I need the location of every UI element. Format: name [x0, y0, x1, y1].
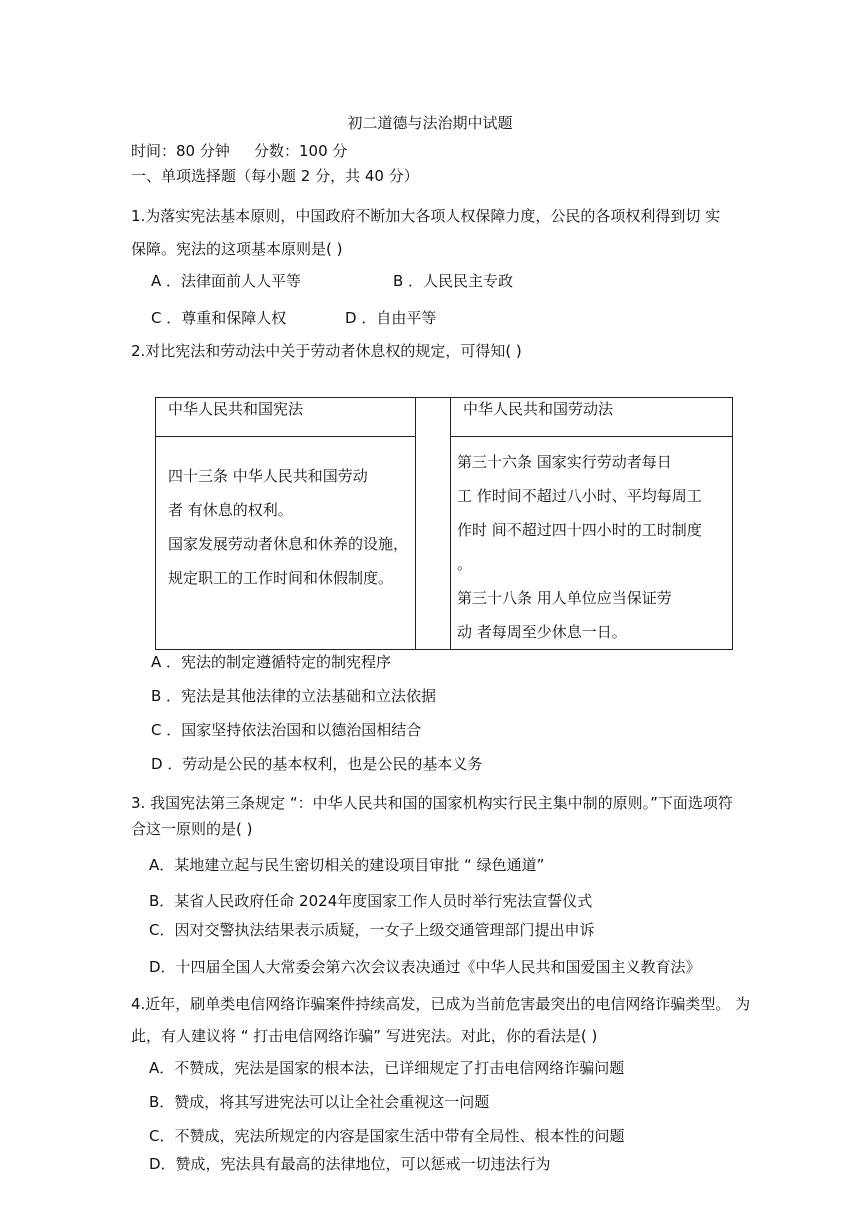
question-4-option-d: D．赞成，宪法具有最高的法律地位，可以惩戒一切违法行为 — [149, 1155, 551, 1173]
question-2-option-d: D ．劳动是公民的基本权利，也是公民的基本义务 — [151, 755, 483, 773]
question-1-option-d: D ．自由平等 — [345, 309, 437, 327]
labor-law-text-line: 第三十六条 国家实行劳动者每日 — [457, 453, 672, 471]
question-1-option-a: A ．法律面前人人平等 — [151, 272, 302, 290]
question-3-option-b: B．某省人民政府任命 2024年度国家工作人员时举行宪法宣誓仪式 — [149, 892, 593, 910]
question-3-line-2: 合这一原则的是( ) — [131, 820, 253, 838]
question-1-line-1: 1.为落实宪法基本原则，中国政府不断加大各项人权保障力度，公民的各项权利得到切 实 — [131, 207, 721, 225]
constitution-text-line: 规定职工的工作时间和休假制度。 — [168, 569, 394, 587]
table-header-labor-law: 中华人民共和国劳动法 — [451, 398, 733, 437]
question-4-option-a: A．不赞成，宪法是国家的根本法，已详细规定了打击电信网络诈骗问题 — [149, 1059, 625, 1077]
question-2-option-b: B ．宪法是其他法律的立法基础和立法依据 — [151, 687, 437, 705]
constitution-text-line: 四十三条 中华人民共和国劳动 — [168, 467, 368, 485]
question-3-option-d: D．十四届全国人大常委会第六次会议表决通过《中华人民共和国爱国主义教育法》 — [149, 958, 701, 976]
section-heading: 一、单项选择题（每小题 2 分，共 40 分） — [131, 167, 419, 185]
exam-time: 时间：80 分钟 — [131, 142, 230, 160]
labor-law-text-line: 第三十八条 用人单位应当保证劳 — [457, 589, 672, 607]
question-4-line-2: 此，有人建议将 “ 打击电信网络诈骗” 写进宪法。对此，你的看法是( ) — [131, 1027, 598, 1045]
question-3-option-a: A．某地建立起与民生密切相关的建设项目审批 “ 绿色通道” — [149, 856, 545, 874]
question-2-stem: 2.对比宪法和劳动法中关于劳动者休息权的规定，可得知( ) — [131, 342, 522, 360]
question-1-option-b: B ．人民民主专政 — [393, 272, 514, 290]
question-2-option-a: A ．宪法的制定遵循特定的制宪程序 — [151, 653, 392, 671]
question-3-line-1: 3. 我国宪法第三条规定 “：中华人民共和国的国家机构实行民主集中制的原则。”下面选项符 — [131, 794, 733, 812]
table-header-constitution: 中华人民共和国宪法 — [156, 398, 416, 437]
labor-law-text-line: 动 者每周至少休息一日。 — [457, 623, 627, 641]
table-cell-constitution — [156, 437, 416, 650]
question-4-line-1: 4.近年，刷单类电信网络诈骗案件持续高发，已成为当前危害最突出的电信网络诈骗类型。 为 — [131, 995, 751, 1013]
constitution-text-line: 者 有休息的权利。 — [168, 501, 293, 519]
exam-score: 分数：100 分 — [254, 142, 348, 160]
question-3-option-c: C．因对交警执法结果表示质疑，一女子上级交通管理部门提出申诉 — [149, 921, 595, 939]
labor-law-text-line: 工 作时间不超过八小时、平均每周工 — [457, 487, 702, 505]
table-spacer-column — [416, 398, 451, 650]
comparison-table — [155, 397, 733, 650]
table-cell-labor-law — [451, 437, 733, 650]
question-1-line-2: 保障。宪法的这项基本原则是( ) — [131, 240, 343, 258]
page-title: 初二道德与法治期中试题 — [347, 114, 513, 132]
question-4-option-c: C．不赞成，宪法所规定的内容是国家生活中带有全局性、根本性的问题 — [149, 1127, 625, 1145]
question-1-option-c: C ．尊重和保障人权 — [151, 309, 287, 327]
labor-law-text-line: 作时 间不超过四十四小时的工时制度 — [457, 521, 702, 539]
question-4-option-b: B．赞成，将其写进宪法可以让全社会重视这一问题 — [149, 1093, 490, 1111]
labor-law-text-line: 。 — [457, 555, 473, 573]
constitution-text-line: 国家发展劳动者休息和休养的设施， — [168, 535, 409, 553]
question-2-option-c: C ．国家坚持依法治国和以德治国相结合 — [151, 721, 422, 739]
